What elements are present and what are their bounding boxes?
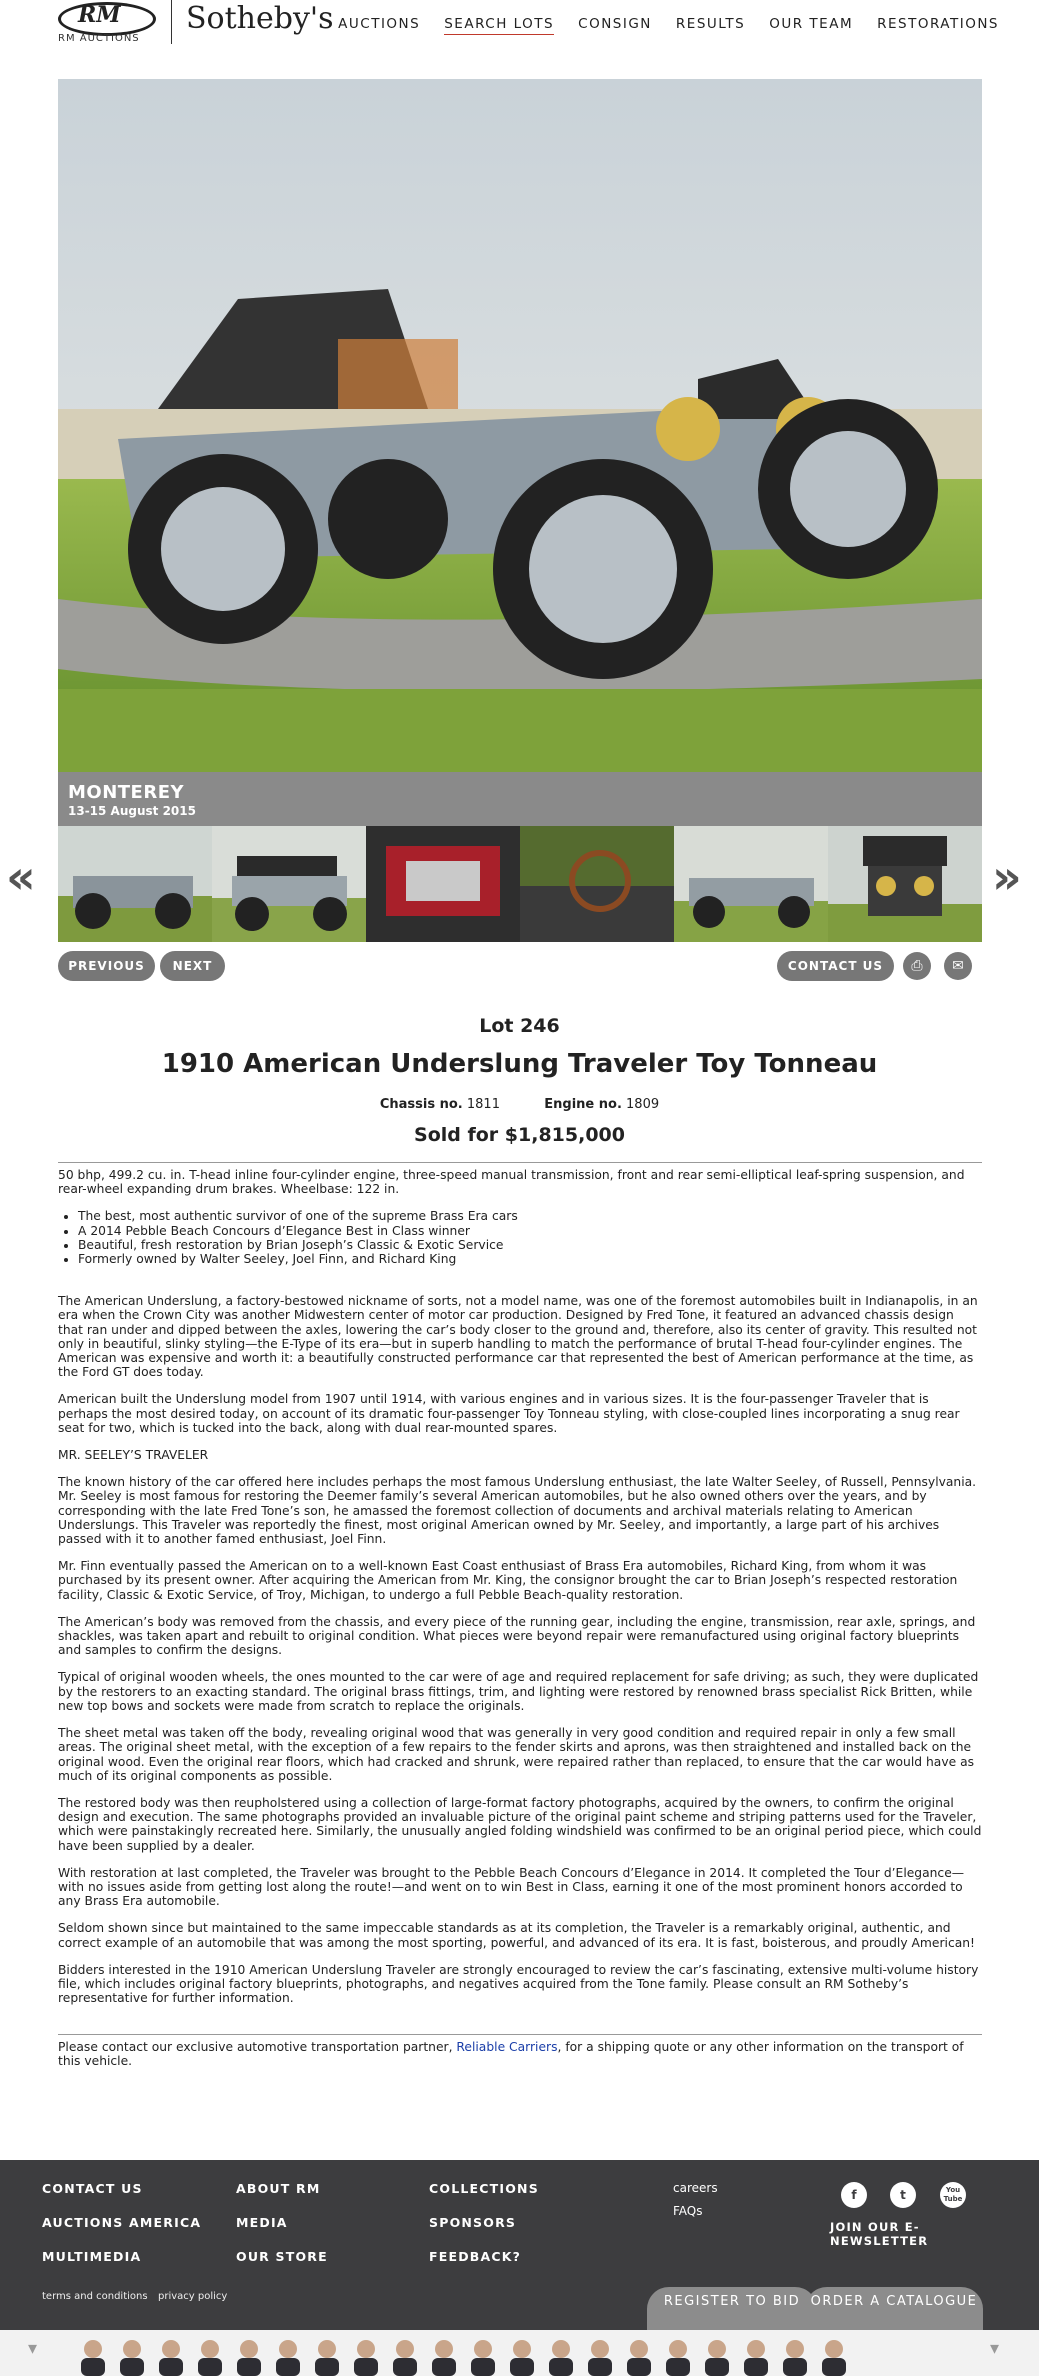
sold-price: Sold for $1,815,000 [414,1124,625,1146]
nav-results[interactable]: RESULTS [675,16,746,32]
terms-link[interactable]: terms and conditions [42,2291,148,2302]
youtube-icon[interactable]: You Tube [940,2182,966,2208]
sale-name: MONTEREY [68,782,185,803]
sale-info-bar[interactable] [58,772,982,826]
thumbnail-6[interactable] [828,826,982,942]
gallery-next-arrow[interactable]: » [992,850,1022,904]
team-member-photo[interactable] [310,2336,344,2376]
chassis-number: 1811 [466,1097,500,1112]
team-member-photo[interactable] [739,2336,773,2376]
description-paragraph: Typical of original wooden wheels, the ones mounted to the car were of age and required replacement for safe driving; as such, they were duplicated by the restorers to an exacting standard. The original brass fittings, trim, and lighting were restored by renowned brass specialist Rick Britten, while new top bows and sockets were made from scratch to replace the originals. [58,1670,979,1713]
team-member-photo[interactable] [349,2336,383,2376]
printer-icon[interactable]: ⎙ [903,952,931,980]
team-member-photo[interactable] [427,2336,461,2376]
shipping-text-after: , for a shipping quote or any other information on the transport of this vehicle. [58,2040,964,2069]
rm-auctions-label: RM AUCTIONS [58,33,140,44]
contact-us-button[interactable]: CONTACT US [777,951,894,981]
nav-restorations[interactable]: RESTORATIONS [877,16,999,32]
thumbnail-5[interactable] [674,826,828,942]
footer-sponsors[interactable]: SPONSORS [429,2215,517,2230]
register-to-bid-button[interactable]: REGISTER TO BID [647,2287,817,2330]
description-paragraph: Mr. Finn eventually passed the American on to a well-known East Coast enthusiast of Brass Era automobiles, Richard King, from whom it was purchased by its present owner. After acquiring the American from Mr. King, the consignor brought the car to Brian Joseph’s respected restoration facility, Classic & Exotic Service, of Troy, Michigan, to undergo a full Pebble Beach-quality restoration. [58,1559,958,1602]
facebook-icon[interactable]: f [841,2182,867,2208]
team-member-photo[interactable] [388,2336,422,2376]
thumbnail-1[interactable] [58,826,212,942]
logo-divider [171,0,172,44]
main-nav [338,16,999,35]
envelope-icon[interactable]: ✉ [944,952,972,980]
highlight-item: • The best, most authentic survivor of one of the supreme Brass Era cars [78,1209,982,1223]
divider-bottom [58,2034,982,2035]
gallery-prev-arrow[interactable]: « [6,850,36,904]
privacy-link[interactable]: privacy policy [158,2291,228,2302]
team-member-photo[interactable] [115,2336,149,2376]
twitter-icon[interactable]: t [890,2182,916,2208]
description-paragraph: With restoration at last completed, the Traveler was brought to the Pebble Beach Concours d’Elegance in 2014. It completed the Tour d’Elegance—with no issues aside from getting lost along the route!—and went on to win Best in Class, earning it one of the most prominent honors accorded to any Brass Era automobile. [58,1865,965,1909]
team-member-photo[interactable] [661,2336,695,2376]
site-header [0,0,1039,50]
team-member-photo[interactable] [778,2336,812,2376]
rm-sothebys-logo[interactable] [58,0,334,48]
engine-label: Engine no. [544,1097,622,1112]
description-paragraph: The American’s body was removed from the chassis, and every piece of the running gear, including the engine, transmission, rear axle, springs, and shackles, was taken apart and rebuilt to original condition. What pieces were beyond repair were remanufactured using original factory blueprints and samples to confirm the designs. [58,1614,976,1658]
next-lot-button[interactable]: NEXT [160,951,225,981]
shipping-note [58,2040,982,2068]
footer-contact-us[interactable]: CONTACT US [42,2181,143,2196]
team-member-photo[interactable] [466,2336,500,2376]
shipping-text-before: Please contact our exclusive automotive transportation partner, [58,2040,457,2054]
thumbnail-2[interactable] [212,826,366,942]
footer-collections[interactable]: COLLECTIONS [429,2181,539,2196]
nav-auctions[interactable]: AUCTIONS [338,16,421,32]
team-member-photo[interactable] [193,2336,227,2376]
team-member-photo[interactable] [583,2336,617,2376]
description-paragraph: The known history of the car offered here includes perhaps the most famous Underslung enthusiast, the late Walter Seeley, of Russell, Pennsylvania. Mr. Seeley is most famous for restoring the Deemer family’s several American automobiles, but he also owned others over the years, and by corresponding with the late Fred Tone’s son, he amassed the foremost collection of documents and archival materials relating to American Underslungs. This Traveler was reportedly the finest, most original American owned by Mr. Seeley, and importantly, a large part of his archives passed with it to another famed enthusiast, Joel Finn. [58,1475,977,1547]
newsletter-signup[interactable]: JOIN OUR E-NEWSLETTER [830,2220,929,2248]
footer-multimedia[interactable]: MULTIMEDIA [42,2249,142,2264]
team-member-photo[interactable] [505,2336,539,2376]
divider-top [58,1162,982,1163]
team-member-photo[interactable] [76,2336,110,2376]
order-catalogue-button[interactable]: ORDER A CATALOGUE [805,2287,983,2330]
hero-car-photo[interactable] [58,79,982,772]
highlight-item: • Formerly owned by Walter Seeley, Joel Finn, and Richard King [78,1252,982,1266]
team-member-photo[interactable] [154,2336,188,2376]
footer-auctions-america[interactable]: AUCTIONS AMERICA [42,2215,202,2230]
thumbnail-strip [58,826,982,942]
lot-number: Lot 246 [479,1015,560,1037]
description-paragraph: The American Underslung, a factory-bestowed nickname of sorts, not a model name, was one of the foremost automobiles built in Indianapolis, in an era when the Crown City was another Midwestern center of motor car production. Designed by Fred Tone, it featured an advanced chassis design that ran under and dipped between the axles, lowering the car’s body closer to the ground and, therefore, also its center of gravity. This resulted not only in beautiful, slinky styling—the E-Type of its era—but in superb handling to match the performance of brutal T-head four-cylinder engines. The American was expensive and worth it: a beautifully constructed performance car that represented the best of American performance at the time, as the Ford GT does today. [58,1294,978,1380]
highlight-item: • A 2014 Pebble Beach Concours d’Elegance Best in Class winner [78,1224,982,1238]
description-paragraph: The sheet metal was taken off the body, revealing original wood that was generally in very good condition and required repair in only a few small areas. The original sheet metal, with the exception of a few repairs to the fender skirts and aprons, was then straightened and installed back on the original wood. Even the original rear floors, which had cracked and shrunk, were repaired rather than replaced, to ensure that the car would have as much of its original components as possible. [58,1726,975,1783]
nav-search-lots[interactable]: SEARCH LOTS [444,16,554,35]
section-heading: MR. SEELEY’S TRAVELER [58,1448,209,1463]
rm-logo-text: RM [78,2,121,28]
team-member-photo[interactable] [271,2336,305,2376]
reliable-carriers-link[interactable]: Reliable Carriers [456,2040,558,2054]
team-next-arrow[interactable]: ▾ [990,2338,1000,2359]
footer-media[interactable]: MEDIA [236,2215,288,2230]
footer-about-rm[interactable]: ABOUT RM [236,2181,321,2196]
description-paragraph: Bidders interested in the 1910 American Underslung Traveler are strongly encouraged to review the car’s fascinating, extensive multi-volume history file, which includes original factory blueprints, photographs, and negatives acquired from the Tone family. Please consult an RM Sotheby’s representative for further information. [58,1962,979,2006]
description-paragraph: Seldom shown since but maintained to the same impeccable standards as at its completion, the Traveler is a remarkably original, authentic, and correct example of an automobile that was among the most sporting, powerful, and advanced of its era. It is fast, boisterous, and proudly American! [58,1921,975,1950]
highlight-item: • Beautiful, fresh restoration by Brian Joseph’s Classic & Exotic Service [78,1238,982,1252]
lot-identifiers [0,1097,1039,1112]
team-prev-arrow[interactable]: ▾ [28,2338,38,2359]
highlights-list [78,1209,982,1266]
team-member-photo[interactable] [232,2336,266,2376]
description-paragraph: The restored body was then reupholstered using a collection of large-format factory photographs, acquired by the owners, to confirm the original design and execution. The same photographs provided an invaluable picture of the original paint scheme and striping patterns used for the Traveler, which were painstakingly recreated here. Similarly, the unusually angled folding windshield was confirmed to be an original period piece, which could have been supplied by a dealer. [58,1795,982,1853]
sale-date: 13-15 August 2015 [68,804,196,818]
nav-consign[interactable]: CONSIGN [578,16,652,32]
footer-our-store[interactable]: OUR STORE [236,2249,328,2264]
previous-lot-button[interactable]: PREVIOUS [58,951,155,981]
lot-description [58,1168,982,2018]
team-member-photo[interactable] [544,2336,578,2376]
footer-careers[interactable]: careers [673,2181,718,2195]
team-member-photo[interactable] [622,2336,656,2376]
thumbnail-3[interactable] [366,826,520,942]
lot-title: 1910 American Underslung Traveler Toy Tonneau [161,1049,878,1079]
nav-our-team[interactable]: OUR TEAM [769,16,854,32]
engine-number: 1809 [626,1097,660,1112]
team-member-photo[interactable] [700,2336,734,2376]
footer-faqs[interactable]: FAQs [673,2204,703,2218]
description-paragraph: American built the Underslung model from 1907 until 1914, with various engines and in various sizes. It is the four-passenger Traveler that is perhaps the most desired today, on account of its dramatic four-passenger Toy Tonneau styling, with close-coupled lines incorporating a snug rear seat for two, which is tucked into the back, along with dual rear-mounted spares. [58,1392,960,1435]
thumbnail-4[interactable] [520,826,674,942]
chassis-label: Chassis no. [379,1097,463,1112]
team-member-photo[interactable] [817,2336,851,2376]
sothebys-wordmark: Sotheby's [186,1,334,36]
spec-summary: 50 bhp, 499.2 cu. in. T-head inline four-cylinder engine, three-speed manual transmission, front and rear semi-elliptical leaf-spring suspension, and rear-wheel expanding drum brakes. Wheelbase: 122 in. [58,1168,965,1197]
footer-feedback[interactable]: FEEDBACK? [429,2249,522,2264]
